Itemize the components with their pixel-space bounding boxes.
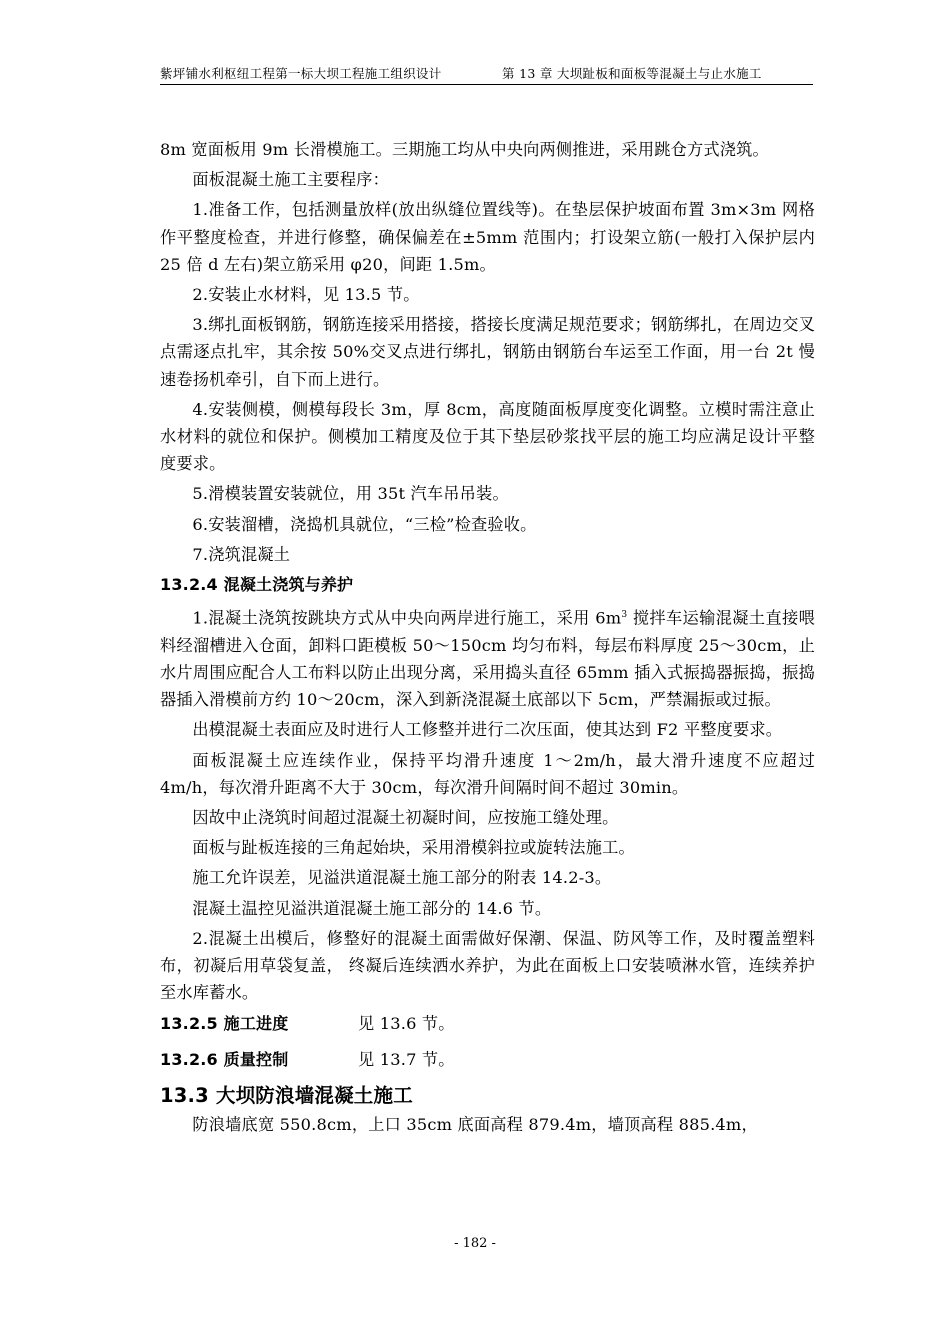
section-reference: 见 13.6 节。 [358,1014,455,1034]
page-number: - 182 - [454,1236,496,1251]
header-divider [160,84,813,85]
header-project-title: 紫坪铺水利枢纽工程第一标大坝工程施工组织设计 [160,66,442,81]
list-item: 1.准备工作，包括测量放样(放出纵缝位置线等)。在垫层保护坡面布置 3m×3m 网格作平整度检查，并进行修整，确保偏差在±5mm 范围内；打设架立筋(一般打入保护层内 25 倍 d 左右)架立筋采用 φ20，间距 1.5m。 [160,200,815,274]
chapter-section-heading: 13.3 大坝防浪墙混凝土施工 [160,1083,413,1107]
section-heading-row [160,1010,815,1037]
list-item: 3.绑扎面板钢筋，钢筋连接采用搭接，搭接长度满足规范要求；钢筋绑扎，在周边交叉点需逐点扎牢，其余按 50%交叉点进行绑扎，钢筋由钢筋台车运至工作面，用一台 2t 慢速卷扬机牵引，自下而上进行。 [160,315,815,389]
section-heading-row [160,1046,815,1073]
paragraph: 8m 宽面板用 9m 长滑模施工。三期施工均从中央向两侧推进，采用跳仓方式浇筑。 [160,140,769,159]
paragraph: 面板混凝土应连续作业，保持平均滑升速度 1～2m/h，最大滑升速度不应超过 4m/h，每次滑升距离不大于 30cm，每次滑升间隔时间不超过 30min。 [160,750,815,797]
section-heading: 13.2.4 混凝土浇筑与养护 [160,575,354,595]
superscript: 3 [621,610,628,621]
section-reference: 见 13.7 节。 [358,1049,455,1069]
paragraph-text: 1.混凝土浇筑按跳块方式从中央向两岸进行施工，采用 6m [192,608,622,628]
list-item [160,602,815,713]
list-item: 5.滑模装置安装就位，用 35t 汽车吊吊装。 [192,484,509,504]
paragraph: 出模混凝土表面应及时进行人工修整并进行二次压面，使其达到 F2 平整度要求。 [192,720,783,740]
paragraph: 面板与趾板连接的三角起始块，采用滑模斜拉或旋转法施工。 [192,838,635,858]
paragraph: 因故中止浇筑时间超过混凝土初凝时间，应按施工缝处理。 [192,808,619,828]
paragraph: 混凝土温控见溢洪道混凝土施工部分的 14.6 节。 [192,898,552,918]
list-item: 2.混凝土出模后，修整好的混凝土面需做好保潮、保温、防风等工作，及时覆盖塑料布，初凝后用草袋复盖， 终凝后连续洒水养护，为此在面板上口安装喷淋水管，连续养护至水库蓄水。 [160,928,815,1003]
header-chapter-title: 第 13 章 大坝趾板和面板等混凝土与止水施工 [502,66,762,81]
section-heading: 13.2.5 施工进度 [160,1014,289,1034]
list-item: 2.安装止水材料，见 13.5 节。 [192,285,420,305]
section-heading: 13.2.6 质量控制 [160,1049,289,1069]
list-item: 7.浇筑混凝土 [192,544,291,564]
paragraph: 施工允许误差，见溢洪道混凝土施工部分的附表 14.2-3。 [192,868,612,888]
list-item: 6.安装溜槽，浇捣机具就位，“三检”检查验收。 [192,514,537,534]
body-text [160,136,815,1141]
paragraph: 面板混凝土施工主要程序： [192,170,390,190]
paragraph-text: 搅拌车运输混凝土直接喂料经溜槽进入仓面，卸料口距模板 50～150cm 均匀布料，每层布料厚度 25～30cm，止水片周围应配合人工布料以防止出现分离，采用捣头直径 65mm 插入式振捣器振捣，振捣器插入滑模前方约 10～20cm，深入到新浇混凝土底部以下 5cm，严禁漏振或过振。 [160,608,815,710]
list-item: 4.安装侧模，侧模每段长 3m，厚 8cm，高度随面板厚度变化调整。立模时需注意止水材料的就位和保护。侧模加工精度及位于其下垫层砂浆找平层的施工均应满足设计平整度要求。 [160,399,815,474]
paragraph: 防浪墙底宽 550.8cm，上口 35cm 底面高程 879.4m，墙顶高程 885.4m， [192,1114,758,1134]
